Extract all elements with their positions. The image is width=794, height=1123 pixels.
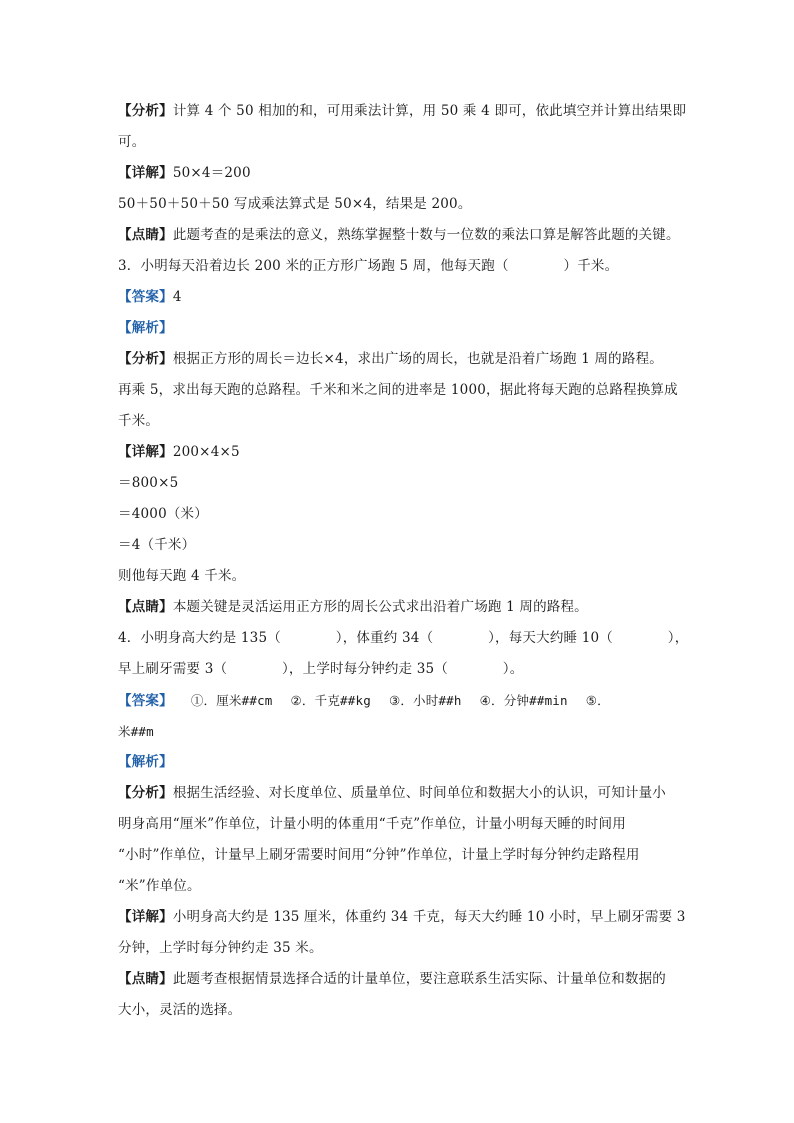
detail-text: 分钟，上学时每分钟约走 35 米。	[118, 940, 323, 956]
analysis-text: 明身高用“厘米”作单位，计量小明的体重用“千克”作单位，计量小明每天睡的时间用	[118, 816, 626, 832]
analysis-text: “小时”作单位，计量早上刷牙需要时间用“分钟”作单位，计量上学时每分钟约走路程用	[118, 847, 640, 863]
comment-text: 本题关键是灵活运用正方形的周长公式求出沿着广场跑 1 周的路程。	[172, 599, 588, 615]
q4-question-line-2	[118, 654, 688, 685]
detail-text: ＝4000（米）	[118, 506, 208, 522]
q3-analysis-line-1	[118, 344, 688, 375]
q3-detail-line-3	[118, 499, 688, 530]
detail-label: 【详解】	[118, 444, 173, 460]
answer-item: ④．分钟##min	[479, 693, 568, 708]
q3-analysis-line-2	[118, 375, 688, 406]
question-text: 4．小明身高大约是 135（ ），体重约 34（ ），每天大约睡 10（ ），	[118, 630, 689, 646]
analysis-text: 根据生活经验、对长度单位、质量单位、时间单位和数据大小的认识，可知计量小	[172, 785, 667, 801]
question-text: 3．小明每天沿着边长 200 米的正方形广场跑 5 周，他每天跑（ ）千米。	[118, 258, 619, 274]
solution-label: 【解析】	[118, 754, 173, 770]
q4-analysis-line-1	[118, 778, 688, 809]
q2-analysis-line-1	[118, 96, 688, 127]
comment-label: 【点睛】	[118, 227, 173, 243]
comment-text: 此题考查根据情景选择合适的计量单位，要注意联系生活实际、计量单位和数据的	[172, 971, 667, 987]
comment-text: 大小，灵活的选择。	[118, 1002, 242, 1018]
analysis-text: 计算 4 个 50 相加的和，可用乘法计算，用 50 乘 4 即可，依此填空并计算出结果即	[172, 103, 687, 119]
analysis-label: 【分析】	[118, 103, 173, 119]
q3-question	[118, 251, 688, 282]
q2-analysis-line-2	[118, 127, 688, 158]
detail-text: 则他每天跑 4 千米。	[118, 568, 246, 584]
q4-comment-line-1	[118, 964, 688, 995]
q3-comment-line-1	[118, 592, 688, 623]
q4-detail-line-2	[118, 933, 688, 964]
answer-item: 米##m	[118, 724, 154, 739]
solution-label: 【解析】	[118, 320, 173, 336]
answer-text: 4	[172, 289, 182, 305]
q4-analysis-line-2	[118, 809, 688, 840]
q4-jiexi-line	[118, 747, 688, 778]
detail-text: 50＋50＋50＋50 写成乘法算式是 50×4，结果是 200。	[118, 196, 472, 212]
detail-text: 200×4×5	[172, 444, 240, 460]
answer-item: ②．千克##kg	[290, 693, 371, 708]
q3-detail-line-5	[118, 561, 688, 592]
detail-text: 小明身高大约是 135 厘米，体重约 34 千克，每天大约睡 10 小时，早上刷牙需要 3	[172, 909, 686, 925]
q4-analysis-line-3	[118, 840, 688, 871]
q3-jiexi-line	[118, 313, 688, 344]
analysis-label: 【分析】	[118, 351, 173, 367]
answer-item: ①．厘米##cm	[190, 693, 273, 708]
q4-answer-line-1	[118, 685, 688, 716]
question-text: 早上刷牙需要 3（ ），上学时每分钟约走 35（ ）。	[118, 661, 524, 677]
document-page	[118, 96, 688, 1026]
comment-label: 【点睛】	[118, 599, 173, 615]
analysis-text: 根据正方形的周长＝边长×4，求出广场的周长，也就是沿着广场跑 1 周的路程。	[172, 351, 663, 367]
analysis-text: 再乘 5，求出每天跑的总路程。千米和米之间的进率是 1000，据此将每天跑的总路程换算成	[118, 382, 678, 398]
q3-detail-line-1	[118, 437, 688, 468]
detail-text: ＝800×5	[118, 475, 179, 491]
q2-detail-line-2	[118, 189, 688, 220]
q3-detail-line-2	[118, 468, 688, 499]
answer-item: ③．小时##h	[388, 693, 462, 708]
q4-question-line-1	[118, 623, 688, 654]
q3-answer-line	[118, 282, 688, 313]
q4-answer-line-2	[118, 716, 688, 747]
q3-analysis-line-3	[118, 406, 688, 437]
detail-label: 【详解】	[118, 909, 173, 925]
analysis-text: 千米。	[118, 413, 160, 429]
q3-detail-line-4	[118, 530, 688, 561]
q2-comment-line-1	[118, 220, 688, 251]
detail-text: 50×4＝200	[172, 165, 251, 181]
q4-analysis-line-4	[118, 871, 688, 902]
comment-label: 【点睛】	[118, 971, 173, 987]
q4-detail-line-1	[118, 902, 688, 933]
analysis-text: “米”作单位。	[118, 878, 201, 894]
analysis-text: 可。	[118, 134, 146, 150]
q2-detail-line-1	[118, 158, 688, 189]
comment-text: 此题考查的是乘法的意义，熟练掌握整十数与一位数的乘法口算是解答此题的关键。	[172, 227, 680, 243]
detail-text: ＝4（千米）	[118, 537, 196, 553]
detail-label: 【详解】	[118, 165, 173, 181]
q4-comment-line-2	[118, 995, 688, 1026]
answer-label: 【答案】	[118, 693, 173, 709]
answer-label: 【答案】	[118, 289, 173, 305]
analysis-label: 【分析】	[118, 785, 173, 801]
answer-item: ⑤．	[585, 693, 610, 708]
